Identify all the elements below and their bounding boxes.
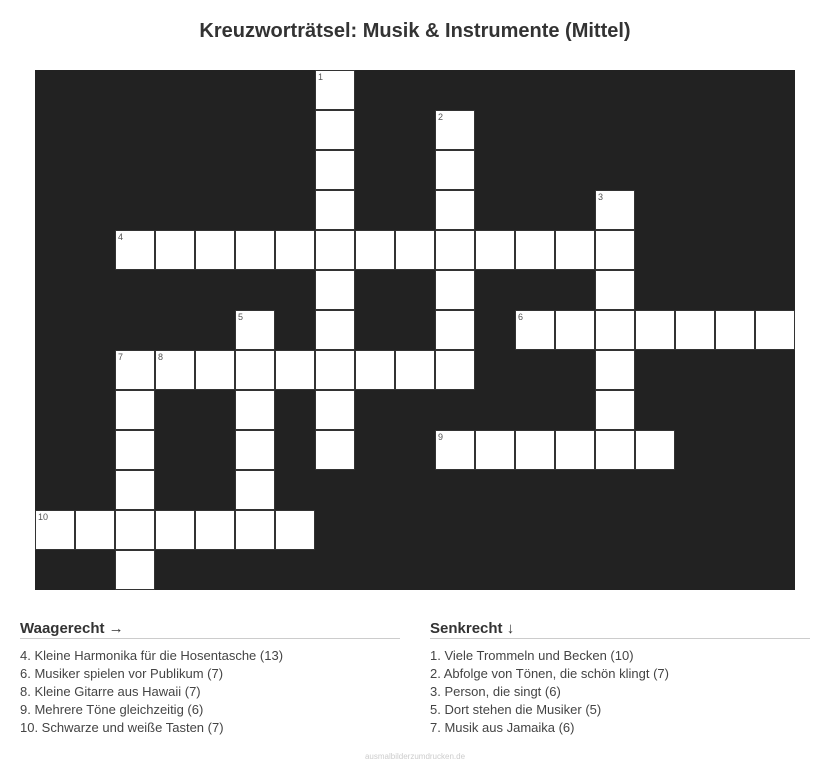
grid-cell[interactable] [115,390,155,430]
clue-across-6: 6. Musiker spielen vor Publikum (7) [20,666,224,681]
grid-cell[interactable] [595,430,635,470]
crossword-grid [35,70,795,590]
grid-cell[interactable] [595,270,635,310]
clue-number: 2 [438,112,444,122]
grid-cell[interactable] [395,350,435,390]
grid-cell[interactable] [435,110,475,150]
grid-cell[interactable] [315,150,355,190]
grid-cell[interactable] [555,230,595,270]
grid-cell[interactable] [235,310,275,350]
clue-number: 5 [238,312,244,322]
grid-cell[interactable] [755,310,795,350]
clue-across-9: 9. Mehrere Töne gleichzeitig (6) [20,702,204,717]
across-list [20,647,400,737]
grid-cell[interactable] [235,390,275,430]
grid-cell[interactable] [115,550,155,590]
footer-credit: ausmalbilderzumdrucken.de [364,752,466,761]
grid-cell[interactable] [515,430,555,470]
clue-number: 9 [438,432,444,442]
grid-cell[interactable] [435,350,475,390]
grid-cell[interactable] [115,430,155,470]
clue-number: 4 [118,232,124,242]
clue-number: 6 [518,312,524,322]
grid-cell[interactable] [275,510,315,550]
grid-cell[interactable] [395,230,435,270]
grid-cell[interactable] [315,230,355,270]
clue-down-5: 5. Dort stehen die Musiker (5) [430,702,602,717]
grid-cell[interactable] [595,390,635,430]
clue-number: 1 [318,72,324,82]
grid-cell[interactable] [315,110,355,150]
clue-down-3: 3. Person, die singt (6) [430,684,561,699]
grid-cell[interactable] [275,350,315,390]
grid-cell[interactable] [315,350,355,390]
grid-cell[interactable] [155,230,195,270]
clue-across-4: 4. Kleine Harmonika für die Hosentasche (13) [20,648,284,663]
grid-cell[interactable] [35,510,75,550]
grid-cell[interactable] [595,190,635,230]
grid-cell[interactable] [555,430,595,470]
grid-cell[interactable] [275,230,315,270]
grid-cell[interactable] [235,230,275,270]
clue-down-7: 7. Musik aus Jamaika (6) [430,720,575,735]
grid-cell[interactable] [515,230,555,270]
grid-cell[interactable] [115,230,155,270]
grid-cell[interactable] [195,510,235,550]
grid-cell[interactable] [475,430,515,470]
grid-cell[interactable] [75,510,115,550]
clue-across-10: 10. Schwarze und weiße Tasten (7) [20,720,224,735]
grid-cell[interactable] [675,310,715,350]
grid-cell[interactable] [635,310,675,350]
grid-cell[interactable] [635,430,675,470]
grid-cell[interactable] [195,350,235,390]
page-title: Kreuzworträtsel: Musik & Instrumente (Mittel) [199,20,631,42]
grid-cell[interactable] [235,470,275,510]
grid-cell[interactable] [555,310,595,350]
grid-cell[interactable] [235,510,275,550]
clue-number: 10 [38,512,49,522]
grid-cell[interactable] [435,190,475,230]
grid-cell[interactable] [355,350,395,390]
grid-cell[interactable] [515,310,555,350]
grid-cell[interactable] [435,270,475,310]
down-heading: Senkrecht ↓ [430,620,810,639]
clue-number: 3 [598,192,604,202]
grid-cell[interactable] [115,470,155,510]
grid-cell[interactable] [315,70,355,110]
grid-cell[interactable] [595,350,635,390]
clue-across-8: 8. Kleine Gitarre aus Hawaii (7) [20,684,201,699]
down-clues [430,620,810,737]
grid-cell[interactable] [715,310,755,350]
clue-number: 8 [158,352,164,362]
clue-number: 7 [118,352,124,362]
grid-cell[interactable] [595,230,635,270]
grid-cell[interactable] [235,350,275,390]
grid-cell[interactable] [435,230,475,270]
grid-cell[interactable] [315,190,355,230]
grid-cell[interactable] [435,430,475,470]
grid-cell[interactable] [315,390,355,430]
grid-cell[interactable] [155,510,195,550]
grid-cell[interactable] [115,510,155,550]
down-list [430,647,810,737]
grid-cell[interactable] [435,150,475,190]
grid-cell[interactable] [155,350,195,390]
grid-cell[interactable] [195,230,235,270]
grid-cell[interactable] [355,230,395,270]
grid-cell[interactable] [315,270,355,310]
across-heading: Waagerecht → [20,620,400,639]
grid-cell[interactable] [315,310,355,350]
grid-cell[interactable] [475,230,515,270]
clue-down-1: 1. Viele Trommeln und Becken (10) [430,648,634,663]
grid-cell[interactable] [435,310,475,350]
grid-cell[interactable] [115,350,155,390]
across-clues [20,620,400,737]
grid-cell[interactable] [315,430,355,470]
grid-cell[interactable] [595,310,635,350]
clue-down-2: 2. Abfolge von Tönen, die schön klingt (7) [430,666,669,681]
grid-cell[interactable] [235,430,275,470]
